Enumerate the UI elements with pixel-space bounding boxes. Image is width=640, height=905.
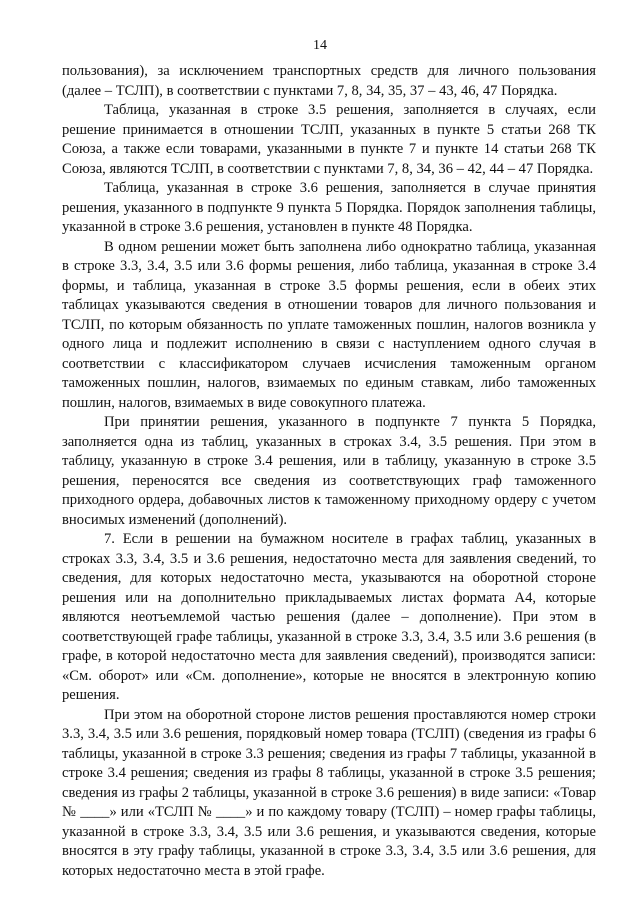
paragraph-table-3-6: Таблица, указанная в строке 3.6 решения, заполняется в случае принятия решения, указанного в подпункте 9 пункта 5 Порядка. Порядок заполнения таблицы, указанной в строке 3.6 решения, установлен в пункте 48 Порядка. xyxy=(62,180,596,235)
paragraph-point-7: 7. Если в решении на бумажном носителе в графах таблиц, указанных в строках 3.3, 3.4, 3.5 и 3.6 решения, недостаточно места для заявления сведений, то сведения, для которых недостаточно места, указываются на оборотной стороне решения или на дополнительно прикладываемых листах формата А4, которые являются неотъемлемой частью решения (далее – дополнение). При этом в соответствующей графе таблицы, указанной в строке 3.3, 3.4, 3.5 или 3.6 решения (в графе, в которой недостаточно места для заявления сведений), производятся записи: «См. оборот» или «См. дополнение», которые не вносятся в электронную копию решения. xyxy=(62,531,596,703)
paragraph-reverse-side: При этом на оборотной стороне листов решения проставляются номер строки 3.3, 3.4, 3.5 или 3.6 решения, порядковый номер товара (ТСЛП) (сведения из графы 6 таблицы, указанной в строке 3.3 решения; сведения из графы 7 таблицы, указанной в строке 3.4 решения; сведения из графы 8 таблицы, указанной в строке 3.5 решения; сведения из графы 2 таблицы, указанной в строке 3.6 решения) в виде записи: «Товар № ____» или «ТСЛП № ____» и по каждому товару (ТСЛП) – номер графы таблицы, указанной в строке 3.3, 3.4, 3.5 или 3.6 решения, и указываются сведения, которые вносятся в эту графу таблицы, указанной в строке 3.3, 3.4, 3.5 или 3.6 решения, для которых недостаточно места в этой графе. xyxy=(62,706,596,879)
paragraph-table-3-5: Таблица, указанная в строке 3.5 решения, заполняется в случаях, если решение принимается в отношении ТСЛП, указанных в пункте 5 статьи 268 ТК Союза, а также если товарами, указанными в пункте 7 и пункте 14 статьи 268 ТК Союза, являются ТСЛП, в соответствии с пунктами 7, 8, 34, 36 – 42, 44 – 47 Порядка. xyxy=(62,102,596,177)
page-number: 14 xyxy=(313,38,327,53)
paragraph-subpoint-7: При принятии решения, указанного в подпункте 7 пункта 5 Порядка, заполняется одна из таблиц, указанных в строках 3.4, 3.5 решения. При этом в таблицу, указанную в строке 3.4 решения, или в таблицу, указанную в строке 3.5 решения, переносятся все сведения из соответствующих граф таможенного приходного ордера, добавочных листов к таможенному приходному ордеру с учетом вносимых изменений (дополнений). xyxy=(62,414,596,528)
paragraph-single-decision: В одном решении может быть заполнена либо однократно таблица, указанная в строке 3.3, 3.4, 3.5 или 3.6 формы решения, либо таблица, указанная в строке 3.4 формы, и таблица, указанная в строке 3.5 формы решения, если в обеих этих таблицах указываются сведения в отношении товаров для личного пользования и ТСЛП, по которым обязанность по уплате таможенных пошлин, налогов возникла у одного лица и подлежит исполнению в связи с наступлением одного случая в соответствии с классификатором случаев исчисления таможенным органом таможенных пошлин, налогов, взимаемых по единым ставкам, либо таможенных пошлин, налогов, взимаемых в виде совокупного платежа. xyxy=(62,238,596,411)
paragraph-continuation: пользования), за исключением транспортных средств для личного пользования (далее – ТСЛП), в соответствии с пунктами 7, 8, 34, 35, 37 – 43, 46, 47 Порядка. xyxy=(62,63,596,99)
document-body xyxy=(62,62,596,881)
